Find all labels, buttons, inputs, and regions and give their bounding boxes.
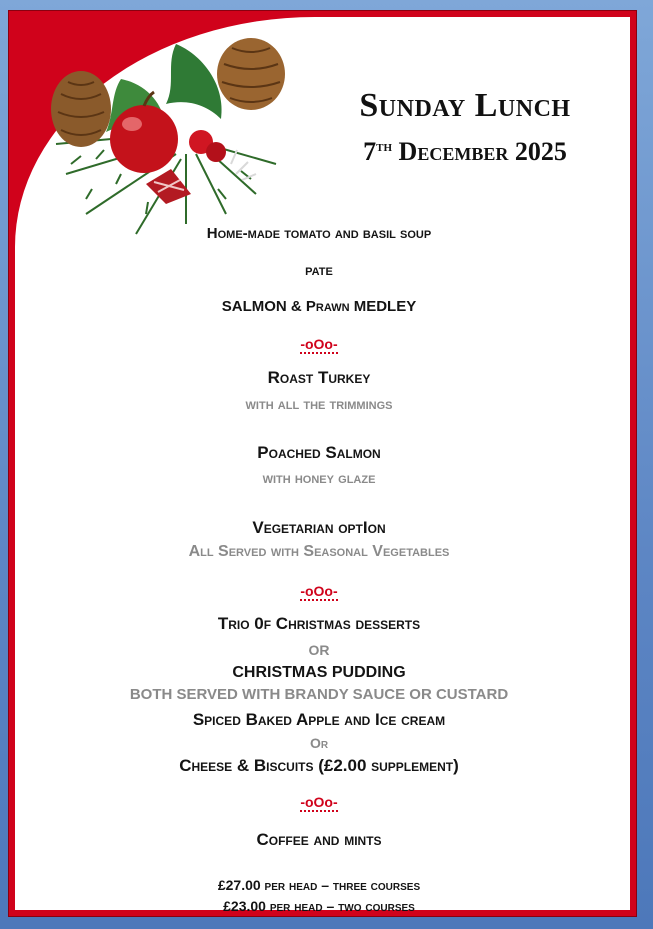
main-turkey-detail: with all the trimmings <box>245 396 393 413</box>
main-vegetables-note: All Served with Seasonal Vegetables <box>188 543 450 560</box>
dessert-apple: Spiced Baked Apple and Ice cream <box>192 710 446 729</box>
coffee-and-mints: Coffee and mints <box>256 830 382 849</box>
main-salmon-detail: with honey glaze <box>262 470 376 487</box>
dessert-or-2: Or <box>309 735 329 751</box>
starter-soup: Home-made tomato and basil soup <box>206 225 432 242</box>
date-day: 7 <box>363 137 377 166</box>
separator-1: -oOo- <box>300 336 338 352</box>
separator-3: -oOo- <box>300 794 338 810</box>
dessert-pudding: CHRISTMAS PUDDING <box>232 664 406 681</box>
dessert-cheese: Cheese & Biscuits (£2.00 supplement) <box>179 756 459 775</box>
main-salmon: Poached Salmon <box>257 443 381 462</box>
separator-2: -oOo- <box>300 583 338 599</box>
main-turkey: Roast Turkey <box>267 368 371 387</box>
date-suffix: th <box>376 139 393 155</box>
price-three-courses: £27.00 per head – three courses <box>217 877 421 893</box>
starter-salmon-prawn: SALMON & Prawn MEDLEY <box>221 298 417 315</box>
main-vegetarian: Vegetarian optIon <box>252 518 386 537</box>
dessert-or-1: OR <box>308 642 330 658</box>
starter-pate: pate <box>305 262 333 279</box>
date-rest: December 2025 <box>398 137 567 166</box>
page-title: Sunday Lunch <box>359 87 571 124</box>
price-two-courses: £23.00 per head – two courses <box>223 898 415 914</box>
dessert-trio: Trio 0f Christmas desserts <box>217 614 421 633</box>
menu-list <box>8 0 630 929</box>
dessert-pudding-note: BOTH SERVED WITH BRANDY SAUCE OR CUSTARD <box>129 686 509 703</box>
